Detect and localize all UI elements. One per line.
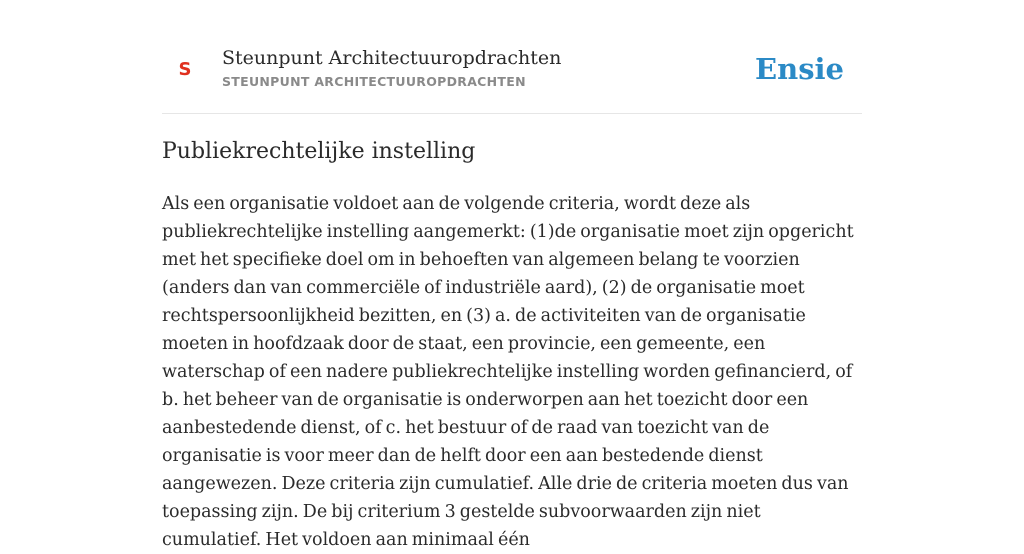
article-body: Als een organisatie voldoet aan de volgende criteria, wordt deze als publiekrechtelijke instelling aangemerkt: (1)de organisatie moet zijn opgericht met het specifieke doel om in behoeften van algemeen belang te voorzien (anders dan van commerciële of industriële aard), (2) de organisatie moet rechtspersoonlijkheid bezitten, en (3) a. de activiteiten van de organisatie moeten in hoofdzaak door de staat, een provincie, een gemeente, een waterschap of een nadere publiekrechtelijke instelling worden gefinancierd, of b. het beheer van de organisatie is onderworpen aan het toezicht door een aanbestedende dienst, of c. het bestuur of de raad van toezicht van de organisatie is voor meer dan de helft door een aan bestedende dienst aangewezen. Deze criteria zijn cumulatief. Alle drie de criteria moeten dus van toepassing zijn. De bij criterium 3 gestelde subvoorwaarden zijn niet cumulatief. Het voldoen aan minimaal één [162,194,854,550]
page-container [162,0,862,550]
article-title: Publiekrechtelijke instelling [162,139,476,164]
organization-name[interactable]: Steunpunt Architectuuropdrachten [222,47,562,69]
organization-subtitle: STEUNPUNT ARCHITECTUUROPDRACHTEN [222,74,526,89]
header [162,0,862,114]
logo-letter: S [178,59,192,80]
organization-logo[interactable] [162,45,208,95]
brand-logo[interactable]: Ensie [755,52,844,86]
